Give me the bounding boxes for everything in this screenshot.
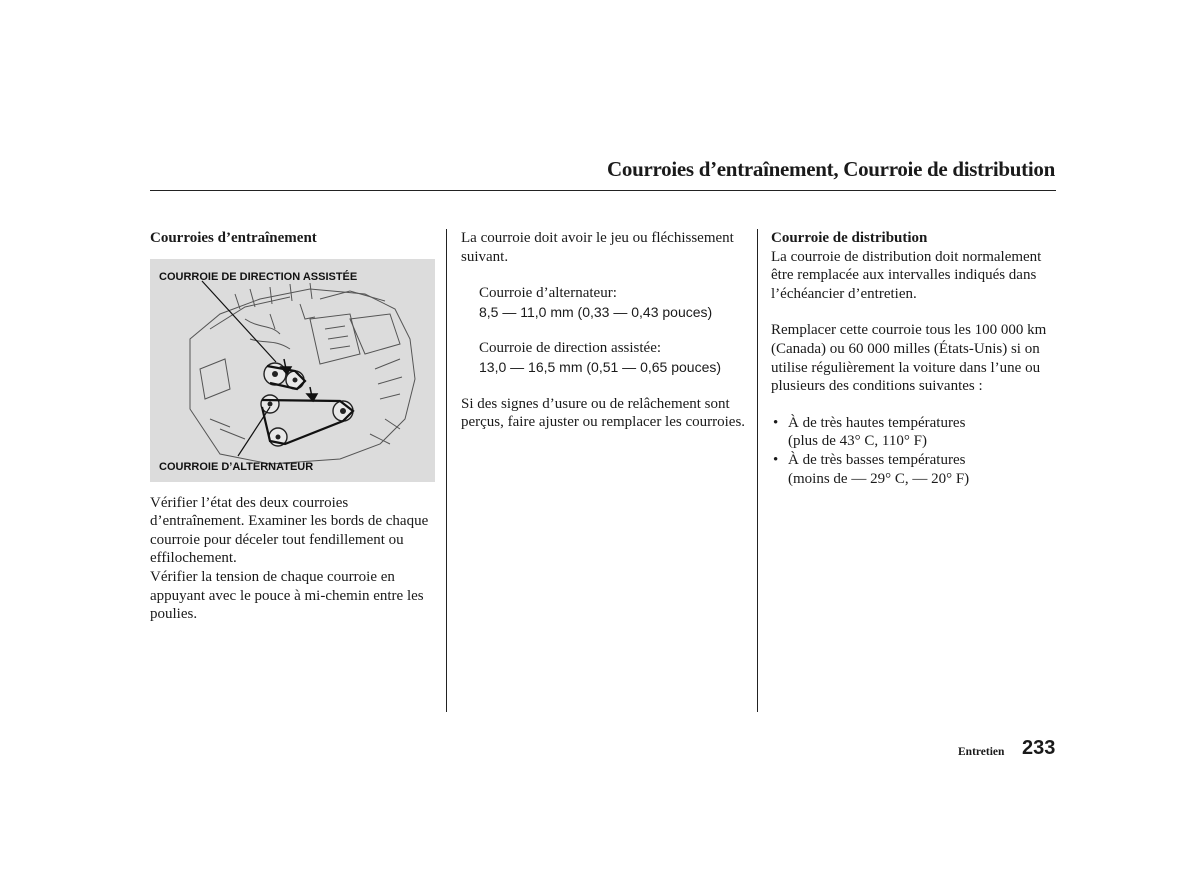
timing-belt-heading: Courroie de distribution bbox=[771, 230, 928, 246]
page-title: Courroies d’entraînement, Courroie de distribution bbox=[607, 157, 1055, 181]
condition-high-temperature bbox=[771, 414, 1061, 451]
high-temp-values: (plus de 43° C, 110° F) bbox=[788, 433, 927, 450]
tension-check-paragraph: Vérifier la tension de chaque courroie en appuyant avec le pouce à mi-chemin entre les poulies. bbox=[150, 568, 424, 623]
deflection-intro: La courroie doit avoir le jeu ou fléchissement suivant. bbox=[461, 230, 734, 265]
low-temp-values: (moins de — 29° C, — 20° F) bbox=[788, 470, 970, 487]
engine-drawing bbox=[150, 259, 435, 482]
column-divider-left bbox=[446, 229, 447, 712]
power-steering-belt-spec-value: 13,0 — 16,5 mm (0,51 — 0,65 pouces) bbox=[479, 358, 722, 375]
high-temp-text: • À de très hautes températures bbox=[788, 414, 966, 431]
column-drive-belts bbox=[150, 229, 440, 624]
wear-instructions-paragraph: Si des signes d’usure ou de relâchement sont perçus, faire ajuster ou remplacer les courroies. bbox=[461, 395, 746, 431]
timing-belt-conditions-paragraph: Remplacer cette courroie tous les 100 000 km (Canada) ou 60 000 milles (États-Unis) si on utilise régulièrement la voiture dans l’une ou plusieurs des conditions suivantes : bbox=[771, 322, 1047, 395]
page-number: 233 bbox=[1022, 737, 1056, 759]
column-timing-belt bbox=[771, 229, 1061, 488]
low-temp-text: • À de très basses températures bbox=[788, 451, 966, 468]
timing-belt-interval-paragraph: La courroie de distribution doit normalement être remplacée aux intervalles indiqués dans l’échéancier d’entretien. bbox=[771, 248, 1042, 302]
condition-low-temperature bbox=[771, 451, 1061, 488]
footer-section-name: Entretien bbox=[958, 746, 1005, 758]
column-divider-right bbox=[757, 229, 758, 712]
inspect-belts-paragraph: Vérifier l’état des deux courroies d’entraînement. Examiner les bords de chaque courroie pour déceler tout fendillement ou effilochement. bbox=[150, 494, 429, 567]
engine-belt-illustration bbox=[150, 259, 435, 482]
alternator-belt-label: COURROIE D’ALTERNATEUR bbox=[159, 460, 314, 473]
conditions-list bbox=[771, 414, 1061, 488]
power-steering-belt-spec-label: Courroie de direction assistée: bbox=[479, 340, 662, 357]
power-steering-belt-label: COURROIE DE DIRECTION ASSISTÉE bbox=[159, 270, 358, 283]
drive-belts-heading: Courroies d’entraînement bbox=[150, 230, 317, 246]
title-rule bbox=[150, 190, 1056, 191]
column-belt-deflection bbox=[461, 229, 751, 432]
alternator-belt-spec-label: Courroie d’alternateur: bbox=[479, 285, 617, 302]
alternator-belt-spec-value: 8,5 — 11,0 mm (0,33 — 0,43 pouces) bbox=[479, 303, 713, 320]
